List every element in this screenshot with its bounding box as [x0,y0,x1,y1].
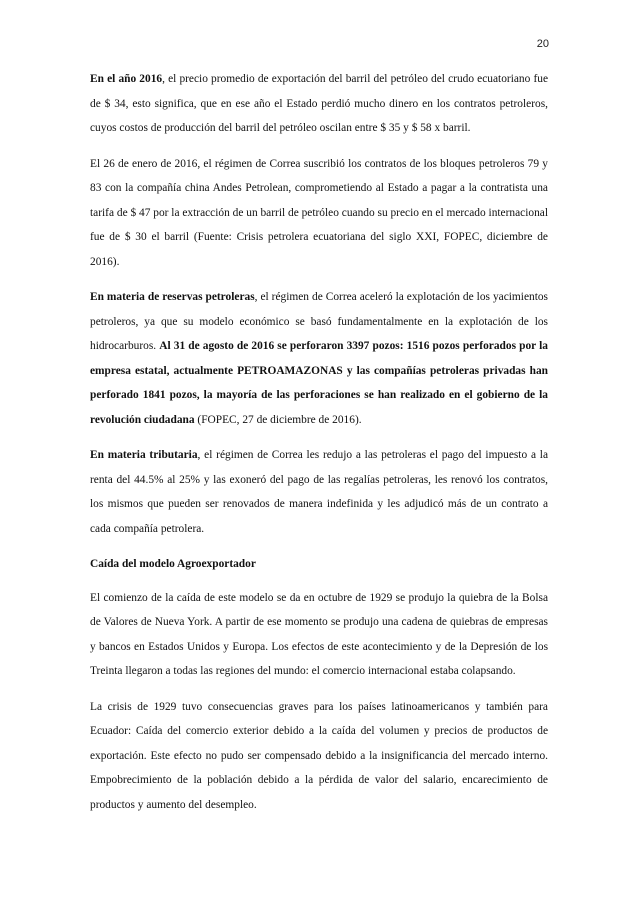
text-run: El 26 de enero de 2016, el régimen de Correa suscribió los contratos de los bloques petroleros 79 y 83 con la compañía china Andes Petrolean, comprometiendo al Estado a pagar a la contratista una tarifa de $ 47 por la extracción de un barril de petróleo cuando su precio en el mercado internacional fue de $ 30 el barril (Fuente: Crisis petrolera ecuatoriana del siglo XXI, FOPEC, diciembre de 2016). [90,157,548,268]
page-number: 20 [536,38,549,50]
paragraph-p5 [90,586,548,684]
text-run: , el régimen de Correa les redujo a las petroleras el pago del impuesto a la renta del 44.5% al 25% y las exoneró del pago de las regalías petroleras, les renovó los contratos, los mismos que pueden ser renovados de manera indefinida y les adjudicó más de un contrato a cada compañía petrolera. [90,449,548,535]
paragraph-p4 [90,443,548,541]
text-run: , el régimen de Correa aceleró la explotación de los yacimientos petroleros, ya que su modelo económico se basó fundamentalmente en la explotación de los hidrocarburos. [90,291,548,352]
text-run: , el precio promedio de exportación del barril del petróleo del crudo ecuatoriano fue de $ 34, esto significa, que en ese año el Estado perdió mucho dinero en los contratos petroleros, cuyos costos de producción del barril del petróleo oscilan entre $ 35 y $ 58 x barril. [90,73,548,134]
bold-text-run: En materia tributaria [90,449,198,461]
bold-text-run: Al 31 de agosto de 2016 se perforaron 3397 pozos: 1516 pozos perforados por la empresa estatal, actualmente PETROAMAZONAS y las compañías petroleras privadas han perforado 1841 pozos, la mayoría de las perforaciones se han realizado en el gobierno de la revolución ciudadana [90,340,548,426]
document-body [90,67,548,828]
bold-text-run: En materia de reservas petroleras [90,291,255,303]
paragraph-p2 [90,152,548,275]
text-run: La crisis de 1929 tuvo consecuencias graves para los países latinoamericanos y también para Ecuador: Caída del comercio exterior debido a la caída del volumen y precios de productos de exportación. Este efecto no pudo ser compensado debido a la insignificancia del mercado interno. Empobrecimiento de la población debido a la pérdida de valor del salario, encarecimiento de productos y aumento del desempleo. [90,700,548,811]
bold-text-run: En el año 2016 [90,73,163,85]
text-run: El comienzo de la caída de este modelo se da en octubre de 1929 se produjo la quiebra de la Bolsa de Valores de Nueva York. A partir de ese momento se produjo una cadena de quiebras de empresas y bancos en Estados Unidos y Europa. Los efectos de este acontecimiento y de la Depresión de los Treinta llegaron a todas las regiones del mundo: el comercio internacional estaba colapsando. [90,591,548,677]
section-heading [90,552,548,577]
text-run: (FOPEC, 27 de diciembre de 2016). [194,413,362,426]
paragraph-p3 [90,285,548,432]
paragraph-p6 [90,695,548,818]
bold-text-run: Caída del modelo Agroexportador [90,558,256,570]
paragraph-p1 [90,67,548,141]
